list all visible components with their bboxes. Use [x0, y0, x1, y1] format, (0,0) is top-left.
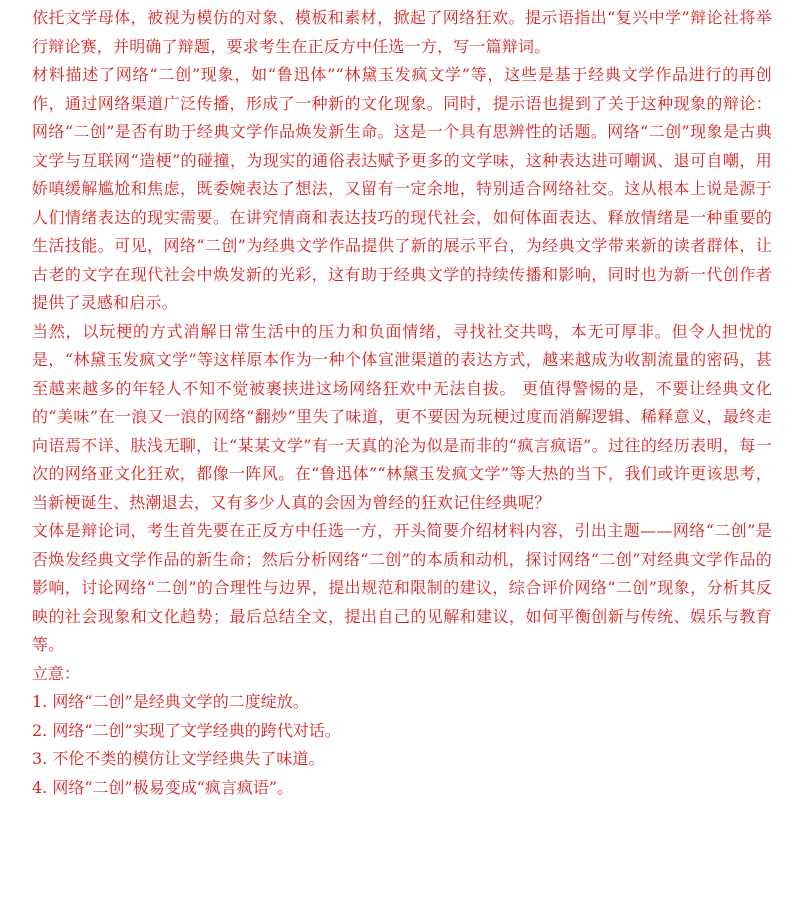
- paragraph-material-analysis: 材料描述了网络“二创”现象，如“鲁迅体”“林黛玉发疯文学”等，这些是基于经典文学作品进行的再创作，通过网络渠道广泛传播，形成了一种新的文化现象。同时，提示语也提到了关于这种现象的辩论：网络“二创”是否有助于经典文学作品焕发新生命。这是一个具有思辨性的话题。网络“二创”现象是古典文学与互联网“造梗”的碰撞，为现实的通俗表达赋予更多的文学味，这种表达进可嘲讽、退可自嘲，用娇嗔缓解尴尬和焦虑，既委婉表达了想法，又留有一定余地，特别适合网络社交。这从根本上说是源于人们情绪表达的现实需要。在讲究情商和表达技巧的现代社会，如何体面表达、释放情绪是一种重要的生活技能。可见，网络“二创”为经典文学作品提供了新的展示平台，为经典文学带来新的读者群体，让古老的文字在现代社会中焕发新的光彩，这有助于经典文学的持续传播和影响，同时也为新一代创作者提供了灵感和启示。: [32, 65, 772, 312]
- intent-item-3: 3. 不伦不类的模仿让文学经典失了味道。: [32, 749, 325, 768]
- paragraph-writing-guidance: 文体是辩论词，考生首先要在正反方中任选一方，开头简要介绍材料内容，引出主题——网络“二创”是否焕发经典文学作品的新生命；然后分析网络“二创”的本质和动机，探讨网络“二创”对经典文学作品的影响，讨论网络“二创”的合理性与边界，提出规范和限制的建议，综合评价网络“二创”现象，分析其反映的社会现象和文化趋势；最后总结全文，提出自己的见解和建议，如何平衡创新与传统、娱乐与教育等。: [32, 521, 772, 654]
- intent-item-1: 1. 网络“二创”是经典文学的二度绽放。: [32, 692, 309, 711]
- intent-item-2: 2. 网络“二创”实现了文学经典的跨代对话。: [32, 720, 341, 740]
- paragraph-prompt-summary: 依托文学母体，被视为模仿的对象、模板和素材，掀起了网络狂欢。提示语指出“复兴中学”辩论社将举行辩论赛，并明确了辩题，要求考生在正反方中任选一方，写一篇辩词。: [32, 8, 772, 56]
- intent-heading: 立意：: [32, 663, 81, 683]
- paragraph-concerns: 当然，以玩梗的方式消解日常生活中的压力和负面情绪，寻找社交共鸣，本无可厚非。但令人担忧的是，“林黛玉发疯文学”等这样原本作为一种个体宣泄渠道的表达方式，越来越成为收割流量的密码，甚至越来越多的年轻人不知不觉被裹挟进这场网络狂欢中无法自拔。 更值得警惕的是，不要让经典文化的“美味”在一浪又一浪的网络“翻炒”里失了味道，更不要因为玩梗过度而消解逻辑、稀释意义，最终走向语焉不详、肤浅无聊，让“某某文学”有一天真的沦为似是而非的“疯言疯语”。过往的经历表明，每一次的网络亚文化狂欢，都像一阵风。在“鲁迅体”“林黛玉发疯文学”等大热的当下，我们或许更该思考，当新梗诞生、热潮退去，又有多少人真的会因为曾经的狂欢记住经典呢？: [32, 321, 772, 512]
- intent-item-4: 4. 网络“二创”极易变成“疯言疯语”。: [32, 777, 294, 797]
